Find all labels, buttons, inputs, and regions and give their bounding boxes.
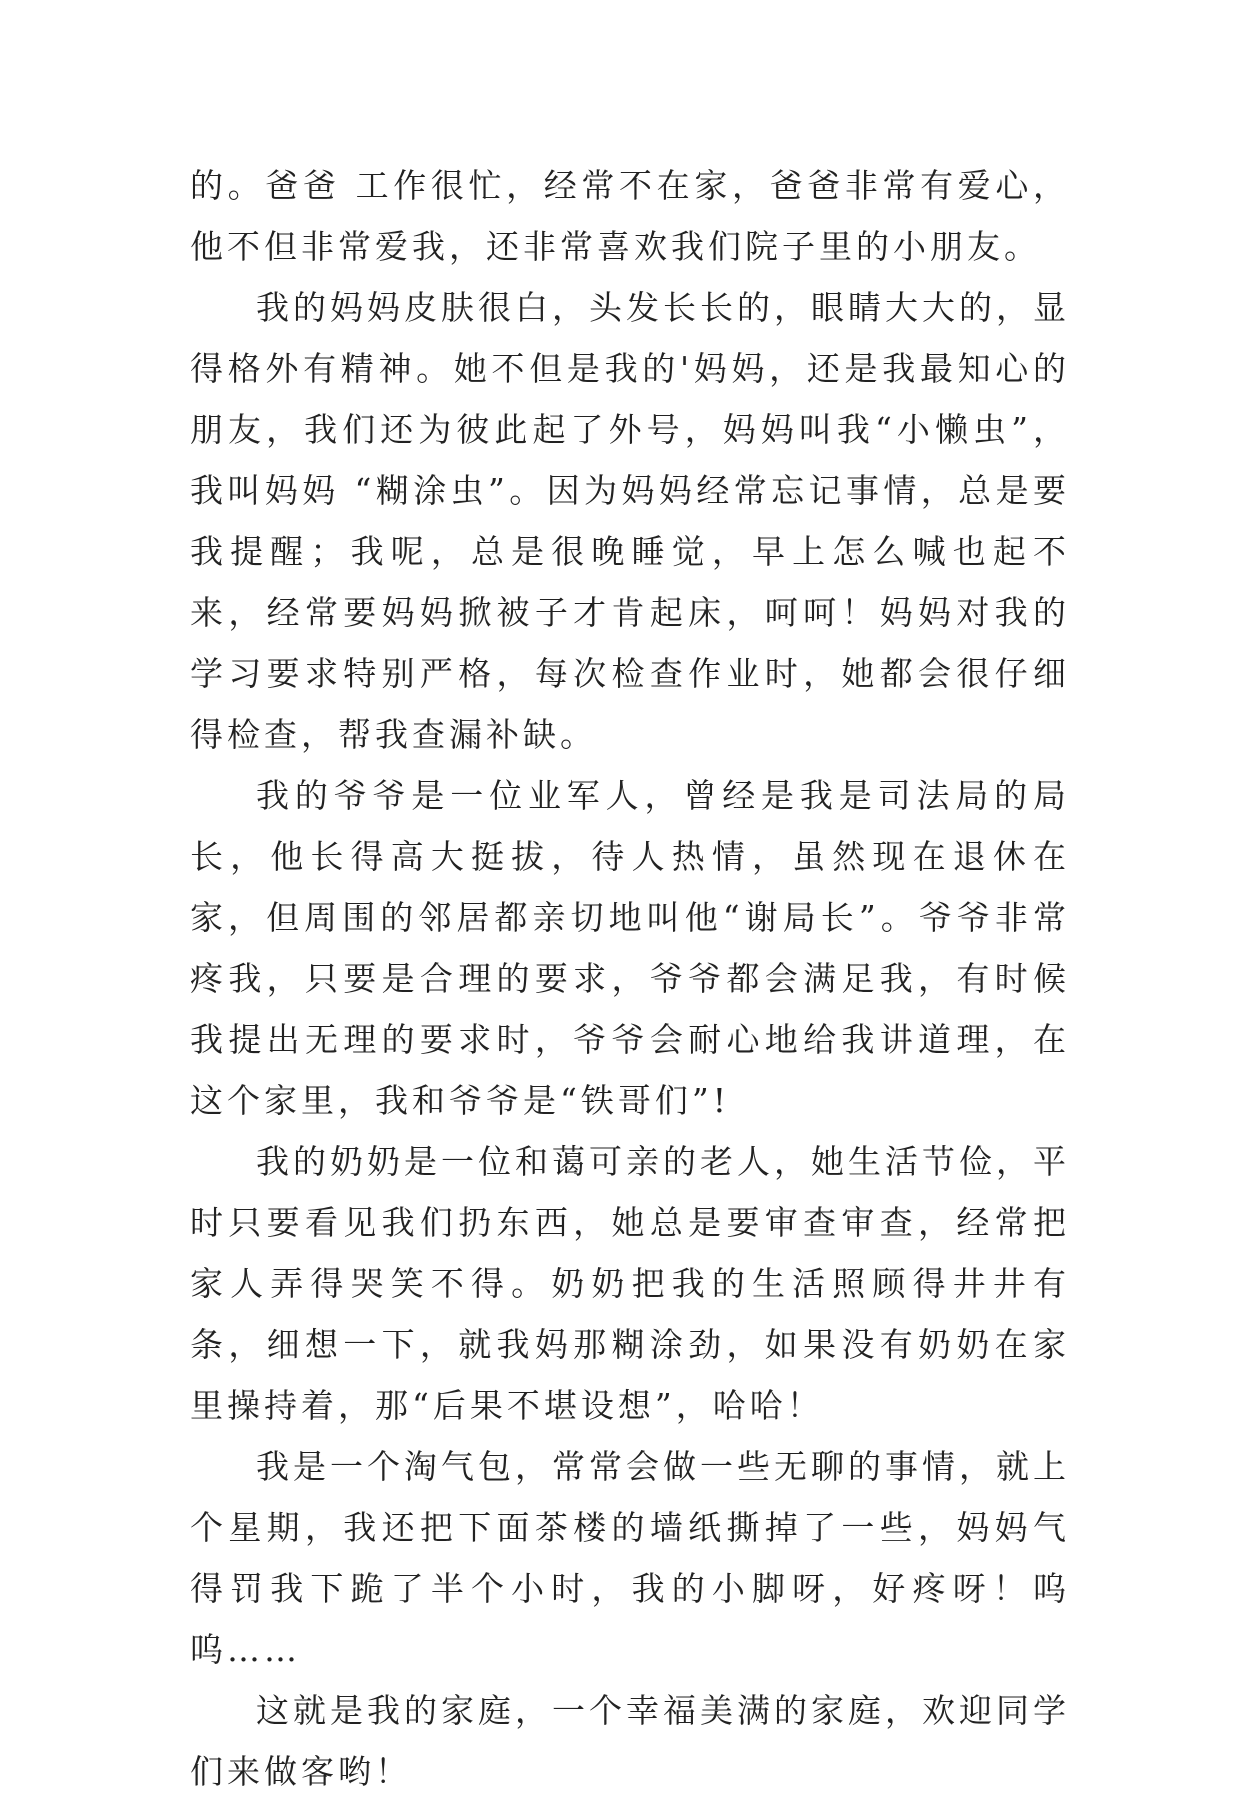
paragraph-continuation: 的。爸爸 工作很忙，经常不在家，爸爸非常有爱心，他不但非常爱我，还非常喜欢我们院子里的小朋友。: [190, 166, 1070, 266]
paragraph-self: 我是一个淘气包，常常会做一些无聊的事情，就上个星期，我还把下面茶楼的墙纸撕掉了一些，妈妈气得罚我下跪了半个小时，我的小脚呀，好疼呀！呜呜……: [190, 1447, 1070, 1669]
paragraph-conclusion: 这就是我的家庭，一个幸福美满的家庭，欢迎同学们来做客哟！: [190, 1691, 1070, 1791]
paragraph-grandmother: 我的奶奶是一位和蔼可亲的老人，她生活节俭，平时只要看见我们扔东西，她总是要审查审查，经常把家人弄得哭笑不得。奶奶把我的生活照顾得井井有条，细想一下，就我妈那糊涂劲，如果没有奶奶在家里操持着，那“后果不堪设想”，哈哈！: [190, 1142, 1070, 1425]
paragraph-grandfather: 我的爷爷是一位业军人，曾经是我是司法局的局长，他长得高大挺拔，待人热情，虽然现在退休在家，但周围的邻居都亲切地叫他“谢局长”。爷爷非常疼我，只要是合理的要求，爷爷都会满足我，有时候我提出无理的要求时，爷爷会耐心地给我讲道理，在这个家里，我和爷爷是“铁哥们”!: [190, 776, 1070, 1120]
essay-body: [190, 155, 1070, 1802]
paragraph-mother: 我的妈妈皮肤很白，头发长长的，眼睛大大的，显得格外有精神。她不但是我的'妈妈，还是我最知心的朋友，我们还为彼此起了外号，妈妈叫我“小懒虫”，我叫妈妈 “糊涂虫”。因为妈妈经常忘记事情，总是要我提醒；我呢，总是很晚睡觉，早上怎么喊也起不来，经常要妈妈掀被子才肯起床，呵呵！妈妈对我的学习要求特别严格，每次检查作业时，她都会很仔细得检查，帮我查漏补缺。: [190, 288, 1070, 754]
